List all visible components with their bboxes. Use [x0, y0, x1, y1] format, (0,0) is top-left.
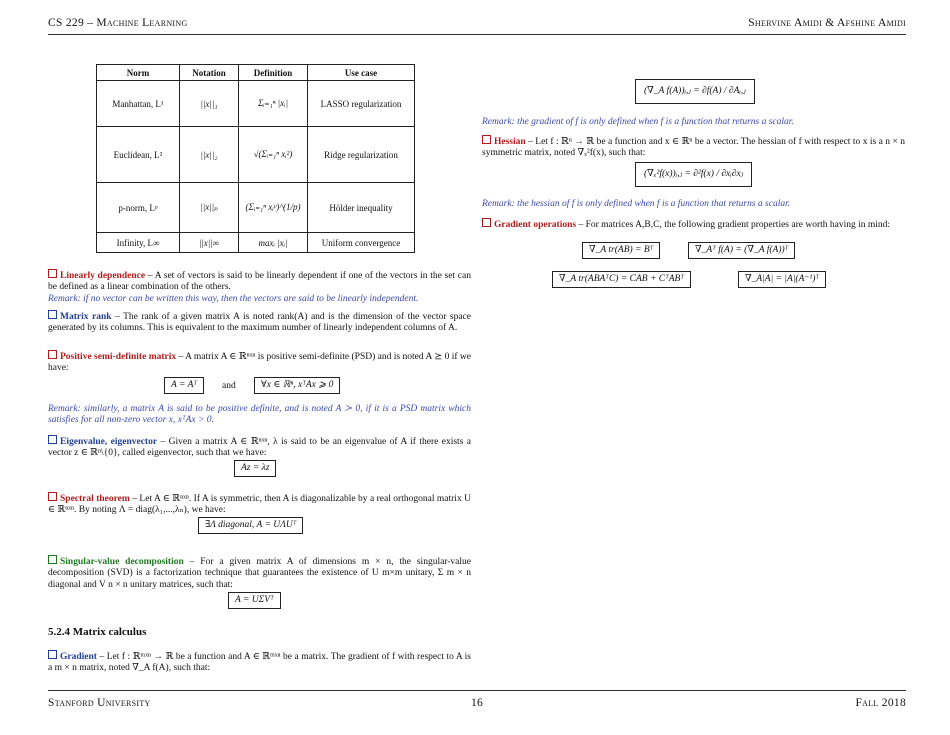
hessian-title-text: Hessian: [494, 137, 526, 147]
gradient-operations-text: – For matrices A,B,C, the following gradient properties are worth having in mind:: [576, 220, 891, 230]
linear-dependence-paragraph: [48, 269, 471, 305]
psd-remark: [48, 404, 471, 427]
psd-equation-2: [254, 377, 340, 394]
spectral-eq-box: ∃Λ diagonal, A = UΛUᵀ: [198, 517, 303, 534]
svd-eq-box: A = UΣVᵀ: [228, 592, 281, 609]
matrix-rank-paragraph: [48, 310, 471, 335]
eigen-text: – Given a matrix A ∈ ℝⁿˣⁿ, λ is said to be an eigenvalue of A if there exists a vector z ∈ ℝⁿ\{0}, called eigenvector, such that we have:: [48, 437, 471, 459]
linear-dependence-title-text: Linearly dependence: [60, 271, 146, 281]
matrix-rank-title-text: Matrix rank: [60, 312, 112, 322]
eigen-title: [48, 437, 157, 447]
table-row: [97, 81, 415, 127]
hessian-title: [482, 137, 526, 147]
page-header: [48, 17, 906, 29]
checkbox-icon: [48, 310, 57, 319]
eigen-title-text: Eigenvalue, eigenvector: [60, 437, 158, 447]
col-header-notation: Notation: [180, 65, 239, 81]
gradient-operations-paragraph: [482, 218, 905, 231]
cell-usecase: Ridge regularization: [308, 127, 415, 183]
eigen-paragraph: [48, 435, 471, 460]
gradient-operations-title-text: Gradient operations: [494, 220, 577, 230]
checkbox-icon: [48, 269, 57, 278]
svd-equation: [228, 592, 281, 609]
gradient-paragraph: [48, 650, 471, 675]
gradient-remark: [482, 117, 905, 128]
cell-norm: Euclidean, L²: [97, 127, 180, 183]
gradop-eq1-box: ∇_A tr(AB) = Bᵀ: [582, 242, 660, 259]
linear-dependence-title: [48, 271, 145, 281]
linear-dependence-text: – A set of vectors is said to be linearly dependent if one of the vectors in the set can be defined as a linear combination of the others.: [48, 271, 471, 293]
linear-dependence-remark: Remark: if no vector can be written this way, then the vectors are said to be linearly independent.: [48, 293, 419, 304]
section-heading: 5.2.4 Matrix calculus: [48, 626, 147, 638]
eigen-eq-box: Az = λz: [234, 460, 276, 477]
cell-definition: (Σᵢ₌₁ⁿ xᵢᵖ)^(1/p): [239, 183, 308, 233]
gradient-eq-box: (∇_A f(A))ᵢ,ⱼ = ∂f(A) / ∂Aᵢ,ⱼ: [635, 79, 755, 104]
cell-norm: p-norm, Lᵖ: [97, 183, 180, 233]
footer-rule: [48, 690, 906, 691]
psd-paragraph: [48, 350, 471, 375]
checkbox-icon: [48, 350, 57, 359]
hessian-remark-text: Remark: the hessian of f is only defined when f is a function that returns a scalar.: [482, 199, 791, 209]
cell-usecase: Uniform convergence: [308, 233, 415, 253]
svd-title-text: Singular-value decomposition: [60, 557, 184, 567]
gradient-operations-title: [482, 220, 576, 230]
svd-title: [48, 557, 184, 567]
table-row: [97, 183, 415, 233]
svd-paragraph: [48, 555, 471, 591]
checkbox-icon: [48, 650, 57, 659]
psd-and: and: [222, 381, 236, 391]
norm-table: [96, 64, 415, 253]
gradop-eq4-box: ∇_A|A| = |A|(A⁻¹)ᵀ: [738, 271, 826, 288]
header-authors: Shervine Amidi & Afshine Amidi: [748, 17, 906, 29]
table-row: [97, 127, 415, 183]
checkbox-icon: [482, 218, 491, 227]
matrix-rank-text: – The rank of a given matrix A is noted rank(A) and is the dimension of the vector space generated by its columns. This is equivalent to the maximum number of linearly independent columns of A.: [48, 312, 471, 334]
cell-usecase: Hölder inequality: [308, 183, 415, 233]
psd-title-text: Positive semi-definite matrix: [60, 352, 177, 362]
col-header-usecase: Use case: [308, 65, 415, 81]
cell-notation: ||x||₁: [180, 81, 239, 127]
hessian-paragraph: [482, 135, 905, 160]
gradop-eq2-box: ∇_Aᵀ f(A) = (∇_A f(A))ᵀ: [688, 242, 795, 259]
cell-definition: Σᵢ₌₁ⁿ |xᵢ|: [239, 81, 308, 127]
svd-text: – For a given matrix A of dimensions m × n, the singular-value decomposition (SVD) is a factorization technique that guarantees the existence of U m×m unitary, Σ m × n diagonal and V n × n unitary matrices, such that:: [48, 557, 472, 590]
gradop-eq1: [582, 242, 660, 259]
cell-notation: ||x||∞: [180, 233, 239, 253]
spectral-text: – Let A ∈ ℝⁿˣⁿ. If A is symmetric, then A is diagonalizable by a real orthogonal matrix U ∈ ℝⁿˣⁿ. By noting Λ = diag(λ₁,...,λₙ), we have:: [48, 494, 471, 516]
cell-definition: maxᵢ |xᵢ|: [239, 233, 308, 253]
hessian-equation: [635, 162, 752, 187]
spectral-paragraph: [48, 492, 471, 517]
header-course: CS 229 – Machine Learning: [48, 17, 188, 29]
psd-text: – A matrix A ∈ ℝⁿˣⁿ is positive semi-definite (PSD) and is noted A ⪰ 0 if we have:: [48, 352, 472, 374]
gradop-eq2: [688, 242, 795, 259]
cell-norm: Manhattan, L¹: [97, 81, 180, 127]
eigen-equation: [234, 460, 276, 477]
col-header-definition: Definition: [239, 65, 308, 81]
footer-university: Stanford University: [48, 697, 151, 709]
checkbox-icon: [48, 555, 57, 564]
header-rule: [48, 34, 906, 35]
psd-equation-1: [164, 377, 204, 394]
page-footer: [48, 697, 906, 709]
gradop-eq3: [552, 271, 691, 288]
cell-notation: ||x||ₚ: [180, 183, 239, 233]
psd-eq2-box: ∀x ∈ ℝⁿ, xᵀAx ⩾ 0: [254, 377, 340, 394]
gradient-remark-text: Remark: the gradient of f is only defined when f is a function that returns a scalar.: [482, 117, 794, 127]
page-number: 16: [470, 697, 484, 709]
matrix-rank-title: [48, 312, 112, 322]
gradient-text: – Let f : ℝᵐˣⁿ → ℝ be a function and A ∈ ℝᵐˣⁿ be a matrix. The gradient of f with respect to A is a m × n matrix, noted ∇_A f(A), such that:: [48, 652, 471, 674]
cell-usecase: LASSO regularization: [308, 81, 415, 127]
gradient-equation: [635, 79, 755, 104]
cell-definition: √(Σᵢ₌₁ⁿ xᵢ²): [239, 127, 308, 183]
gradient-title-text: Gradient: [60, 652, 97, 662]
hessian-remark: [482, 199, 905, 210]
hessian-text: – Let f : ℝⁿ → ℝ be a function and x ∈ ℝⁿ be a vector. The hessian of f with respect to x is a n × n symmetric matrix, noted ∇ₓ²f(x), such that:: [482, 137, 905, 159]
hessian-eq-box: (∇ₓ²f(x))ᵢ,ⱼ = ∂²f(x) / ∂xᵢ∂xⱼ: [635, 162, 752, 187]
table-row: [97, 233, 415, 253]
table-header-row: [97, 65, 415, 81]
checkbox-icon: [482, 135, 491, 144]
col-header-norm: Norm: [97, 65, 180, 81]
psd-eq1-box: A = Aᵀ: [164, 377, 204, 394]
spectral-title: [48, 494, 130, 504]
checkbox-icon: [48, 492, 57, 501]
psd-title: [48, 352, 176, 362]
gradop-eq3-box: ∇_A tr(ABAᵀC) = CAB + CᵀABᵀ: [552, 271, 691, 288]
cell-norm: Infinity, L∞: [97, 233, 180, 253]
footer-term: Fall 2018: [855, 697, 906, 709]
psd-remark-text: Remark: similarly, a matrix A is said to be positive definite, and is noted A ≻ 0, if it is a PSD matrix which satisfies for all non-zero vector x, xᵀAx > 0.: [48, 404, 471, 426]
gradient-title: [48, 652, 97, 662]
spectral-equation: [198, 517, 303, 534]
checkbox-icon: [48, 435, 57, 444]
gradop-eq4: [738, 271, 826, 288]
spectral-title-text: Spectral theorem: [60, 494, 130, 504]
cell-notation: ||x||₂: [180, 127, 239, 183]
